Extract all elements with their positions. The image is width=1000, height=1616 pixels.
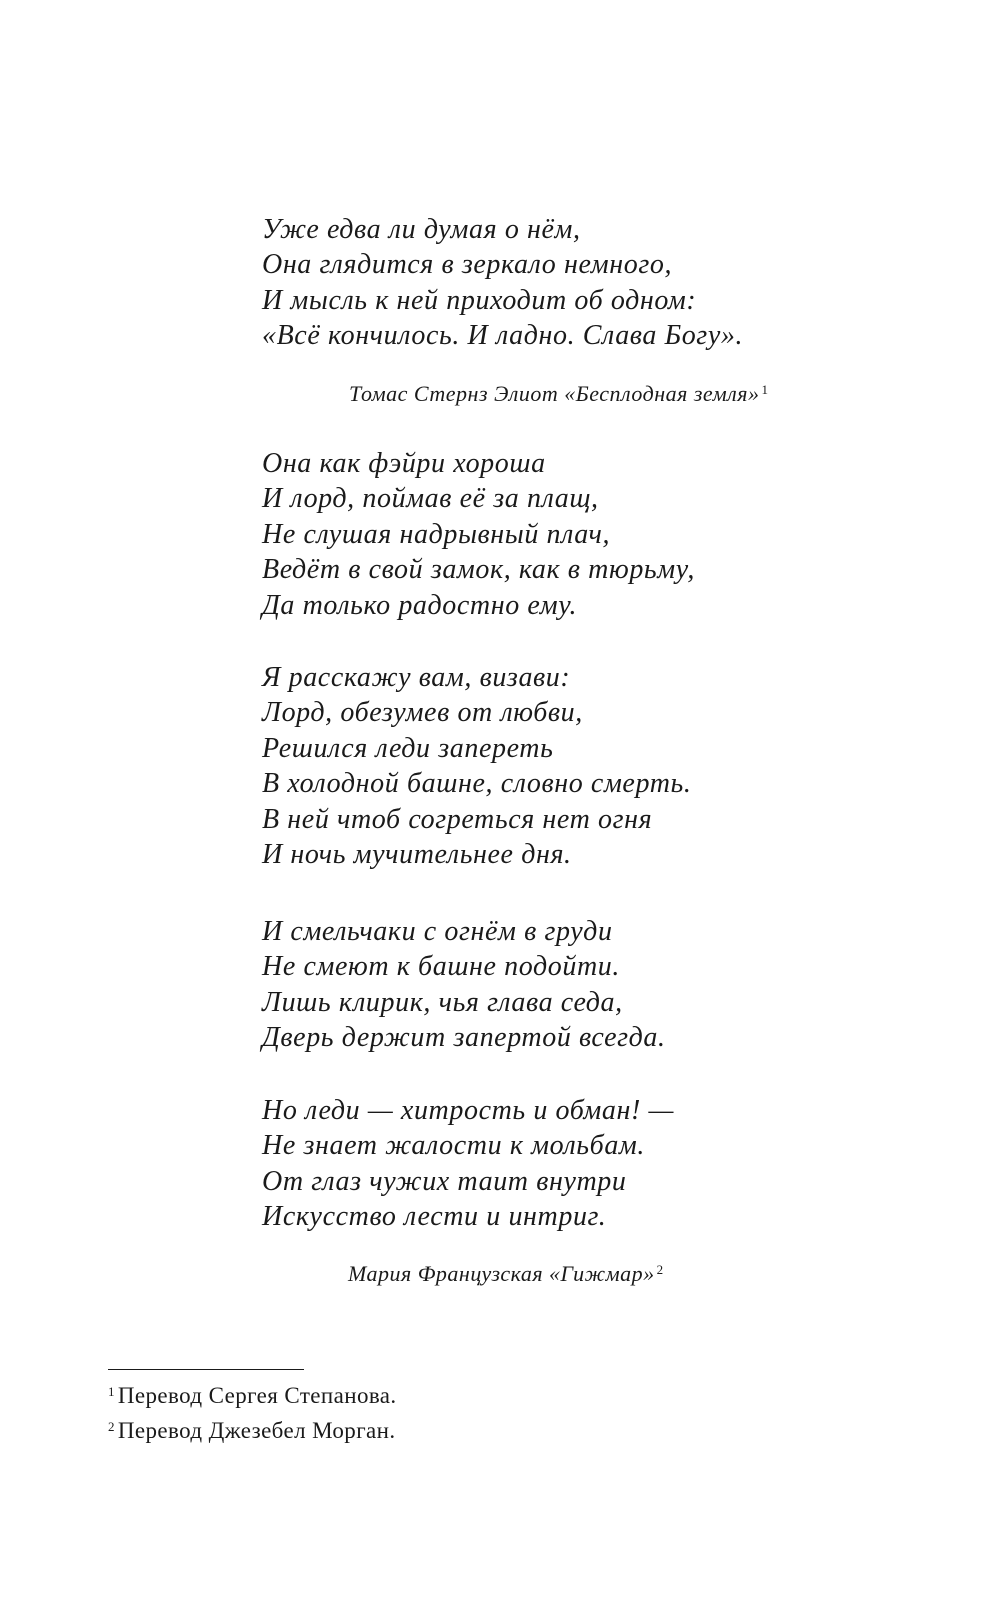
footnote-text: Перевод Джезебел Морган. [117,1418,396,1443]
footnote-mark: 2 [656,1262,664,1277]
footnotes [108,1378,808,1448]
poem-line: Дверь держит запертой всегда. [262,1022,666,1054]
footnote-divider [108,1369,304,1370]
poem-line: Ведёт в свой замок, как в тюрьму, [262,554,695,586]
poem-line: Решился леди запереть [262,732,554,764]
footnote-2 [108,1413,808,1448]
epigraph-1-stanza [262,212,882,354]
epigraph-2-stanza-4 [262,1093,882,1235]
attribution-text: Томас Стернз Элиот «Бесплодная земля» [349,381,760,406]
footnote-text: Перевод Сергея Степанова. [117,1383,397,1408]
footnote-mark: 1 [761,382,769,397]
poem-line: Я расскажу вам, визави: [262,662,571,693]
epigraph-1-attribution [349,380,769,408]
poem-line: И лорд, поймав её за плащ, [262,483,599,515]
poem-line: И мысль к ней приходит об одном: [262,284,697,316]
attribution-text: Мария Французская «Гижмар» [348,1261,655,1286]
poem-line: Не слушая надрывный плач, [262,518,611,550]
poem-line: Да только радостно ему. [262,589,578,621]
poem-line: И смельчаки с огнём в груди [262,916,613,947]
epigraph-2-stanza-2 [262,660,882,872]
epigraph-2-stanza-3 [262,914,882,1056]
poem-line: Она как фэйри хороша [262,448,546,479]
poem-line: Не смеют к башне подойти. [262,951,620,983]
poem-line: Лорд, обезумев от любви, [262,697,583,729]
poem-line: Но леди — хитрость и обман! — [262,1095,674,1126]
poem-line: Она глядится в зеркало немного, [262,249,673,281]
footnote-mark: 1 [108,1384,115,1399]
footnote-mark: 2 [108,1419,115,1434]
poem-line: «Всё кончилось. И ладно. Слава Богу». [262,320,744,352]
epigraph-2-attribution [348,1260,664,1288]
poem-line: Искусство лести и интриг. [262,1201,607,1233]
poem-line: Уже едва ли думая о нём, [262,214,581,245]
poem-line: Лишь клирик, чья глава седа, [262,986,623,1018]
poem-line: В холодной башне, словно смерть. [262,768,692,800]
poem-line: Не знает жалости к мольбам. [262,1130,645,1162]
footnote-1 [108,1378,808,1413]
epigraph-2-stanza-1 [262,446,882,623]
poem-line: От глаз чужих таит внутри [262,1165,627,1197]
poem-line: И ночь мучительнее дня. [262,839,572,871]
poem-line: В ней чтоб согреться нет огня [262,803,653,835]
